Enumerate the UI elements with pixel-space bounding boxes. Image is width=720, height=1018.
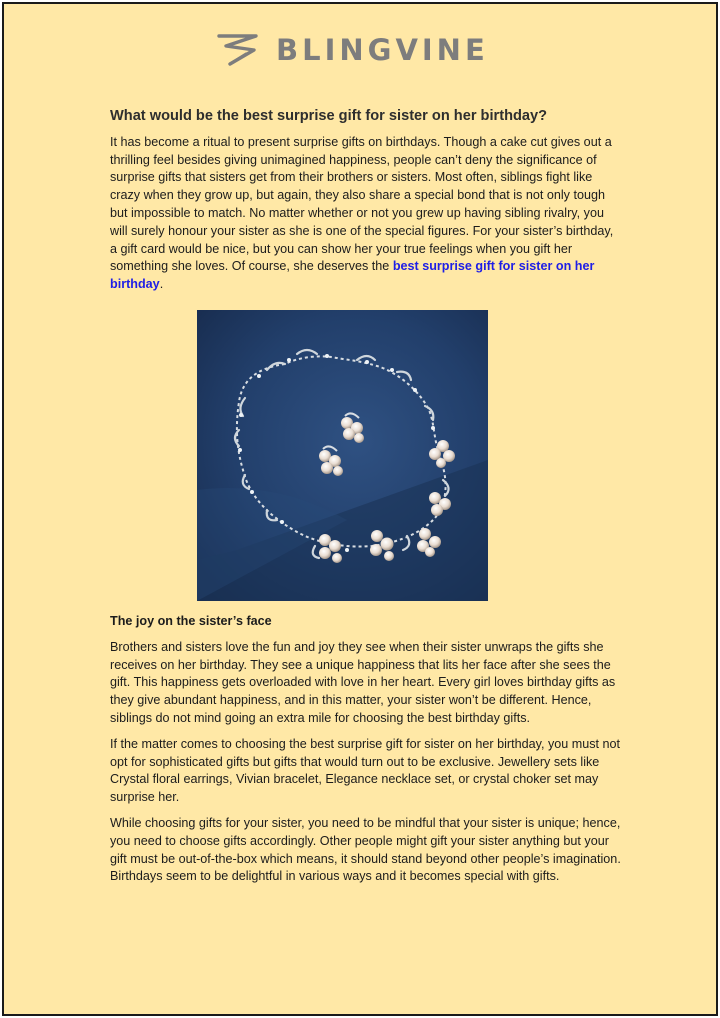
intro-end: . <box>159 277 164 292</box>
section-heading: The joy on the sister’s face <box>110 613 272 628</box>
brand-logo[interactable] <box>216 30 489 70</box>
article-body <box>110 108 622 894</box>
jewellery-image <box>197 310 488 601</box>
earring-bottom <box>319 446 343 476</box>
pearl-cluster <box>429 440 455 468</box>
body-paragraph-2: If the matter comes to choosing the best surprise gift for sister on her birthday, you must not opt for sophisticated gifts but gifts that would turn out to be exclusive. Jewellery sets like Crystal floral earrings, Vivian bracelet, Elegance necklace set, or crystal choker set may surprise her. <box>110 736 621 805</box>
body-paragraph-1: Brothers and sisters love the fun and joy they see when their sister unwraps the gifts she receives on her birthday. They see a unique happiness that lits her face after she sees the gift. This happiness gets overloaded with love in her heart. Every girl loves birthday gifts as they give abundant happiness, and in this matter, your sister won’t be different. Hence, siblings do not mind going an extra mile for choosing the best birthday gifts. <box>110 639 616 725</box>
gift-link[interactable]: best surprise gift for sister on her birthday <box>110 259 595 292</box>
document-page <box>2 2 718 1016</box>
necklace-earrings-illustration <box>197 310 488 601</box>
intro-paragraph <box>110 134 622 294</box>
intro-text: It has become a ritual to present surprise gifts on birthdays. Though a cake cut gives out a thrilling feel besides giving unimagined happiness, people can’t deny the significance of surprise gifts that sisters get from their brothers or sisters. Most often, siblings fight like crazy when they grow up, but again, they also share a special bond that is not only tough but impossible to match. No matter whether or not you grew up having sibling rivalry, you will surely honour your sister as she is one of the special figures. For your sister’s birthday, a gift card would be nice, but you can show her your true feelings when you gift her something she loves. Of course, she deserves the <box>110 134 614 274</box>
brand-name: BLINGVINE <box>276 33 489 67</box>
body-paragraph-3: While choosing gifts for your sister, you need to be mindful that your sister is unique; hence, you need to choose gifts accordingly. Other people might gift your sister anything but your gift must be out-of-the-box which means, it should stand beyond other people’s imagination. Birthdays seem to be delightful in various ways and it becomes special with gifts. <box>110 815 621 884</box>
earring-top <box>341 413 364 443</box>
blingvine-logo-icon <box>216 32 262 68</box>
article-title: What would be the best surprise gift for sister on her birthday? <box>110 108 548 124</box>
